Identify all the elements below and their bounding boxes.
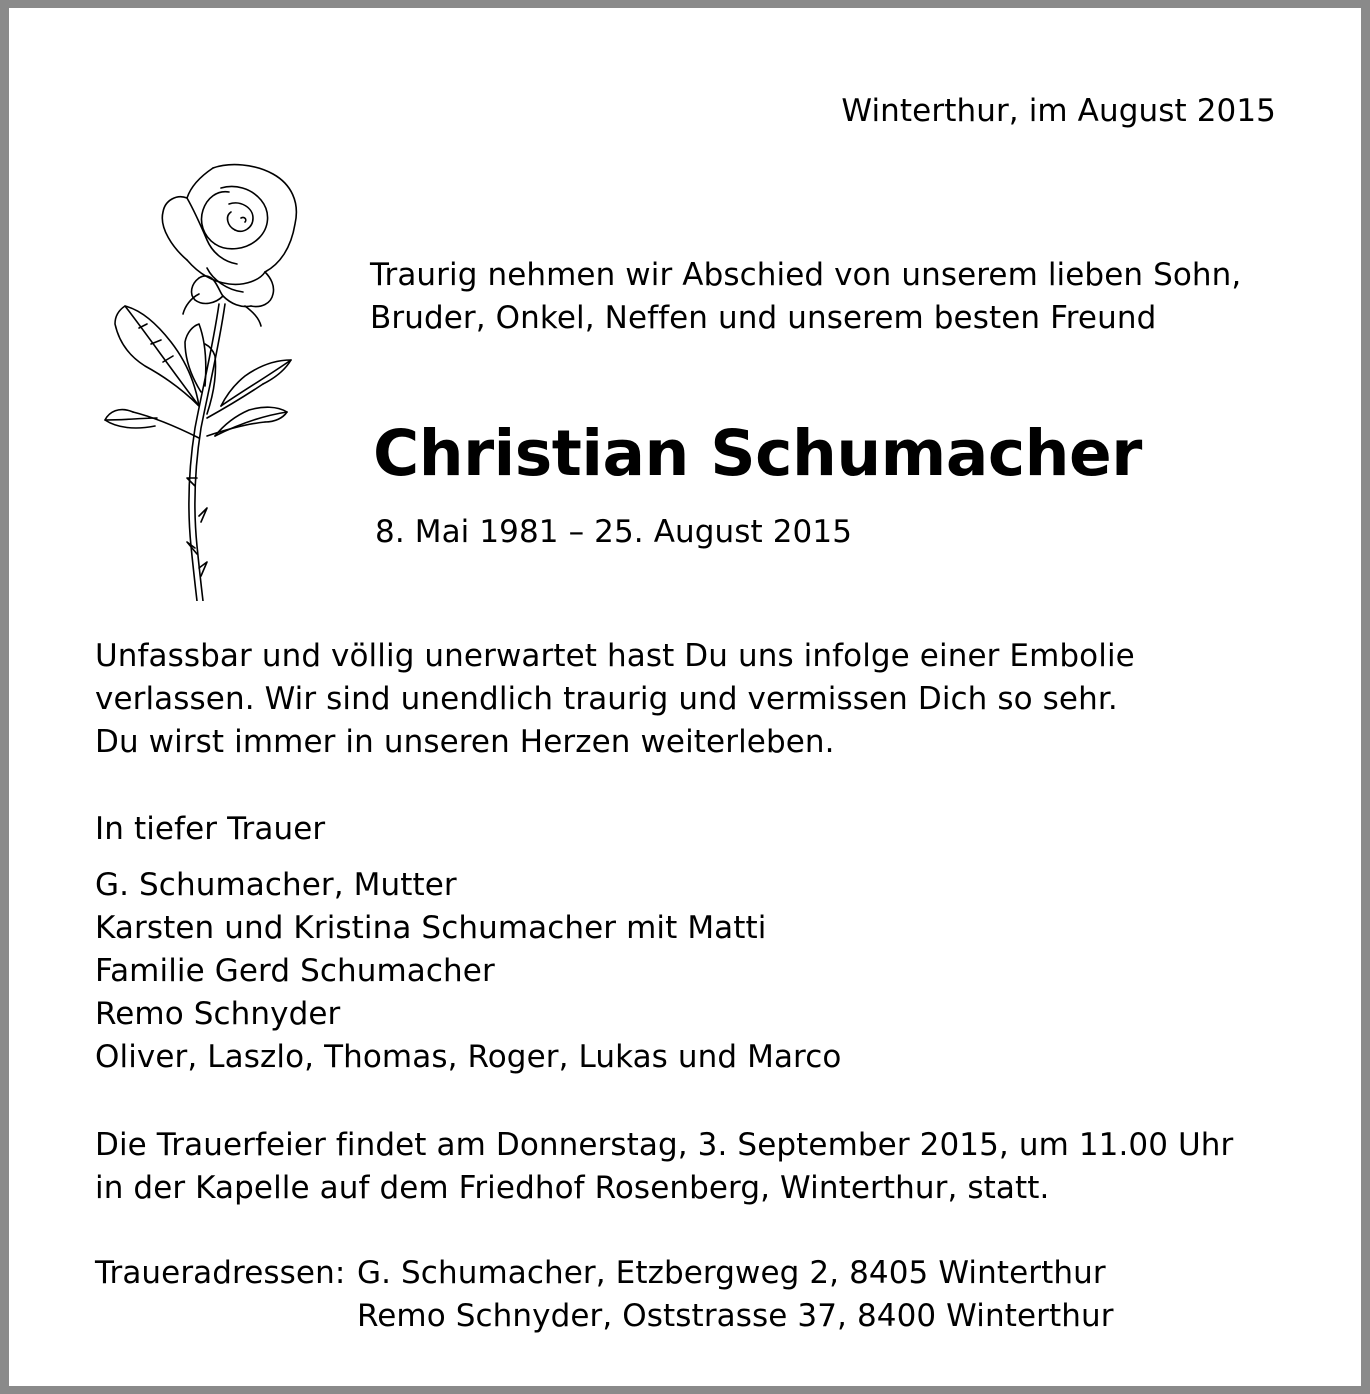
address-item: Remo Schnyder, Oststrasse 37, 8400 Winterthur xyxy=(357,1298,1114,1334)
mourner-item: Karsten und Kristina Schumacher mit Matti xyxy=(95,910,767,946)
message-line: verlassen. Wir sind unendlich traurig und vermissen Dich so sehr. xyxy=(95,681,1118,717)
addresses-label: Traueradressen: xyxy=(95,1255,346,1291)
intro-line: Bruder, Onkel, Neffen und unserem besten Freund xyxy=(370,300,1157,336)
ceremony-line: Die Trauerfeier findet am Donnerstag, 3. September 2015, um 11.00 Uhr xyxy=(95,1127,1234,1163)
addresses-list xyxy=(357,1252,1114,1338)
ceremony-line: in der Kapelle auf dem Friedhof Rosenberg, Winterthur, statt. xyxy=(95,1170,1050,1206)
address-item: G. Schumacher, Etzbergweg 2, 8405 Winterthur xyxy=(357,1255,1106,1291)
place-date: Winterthur, im August 2015 xyxy=(841,93,1276,129)
mourning-heading: In tiefer Trauer xyxy=(95,811,326,847)
ceremony-text xyxy=(95,1124,1233,1210)
intro-line: Traurig nehmen wir Abschied von unserem lieben Sohn, xyxy=(370,257,1242,293)
mourners-list xyxy=(95,864,841,1079)
message-line: Du wirst immer in unseren Herzen weiterleben. xyxy=(95,724,835,760)
message-line: Unfassbar und völlig unerwartet hast Du uns infolge einer Embolie xyxy=(95,638,1135,674)
mourner-item: Familie Gerd Schumacher xyxy=(95,953,495,989)
deceased-name: Christian Schumacher xyxy=(373,417,1142,490)
mourner-item: Remo Schnyder xyxy=(95,996,341,1032)
mourner-item: Oliver, Laszlo, Thomas, Roger, Lukas und Marco xyxy=(95,1039,842,1075)
rose-icon xyxy=(95,156,305,601)
message-text xyxy=(95,635,1135,764)
life-dates: 8. Mai 1981 – 25. August 2015 xyxy=(375,514,853,550)
intro-text xyxy=(370,254,1241,340)
mourner-item: G. Schumacher, Mutter xyxy=(95,867,457,903)
